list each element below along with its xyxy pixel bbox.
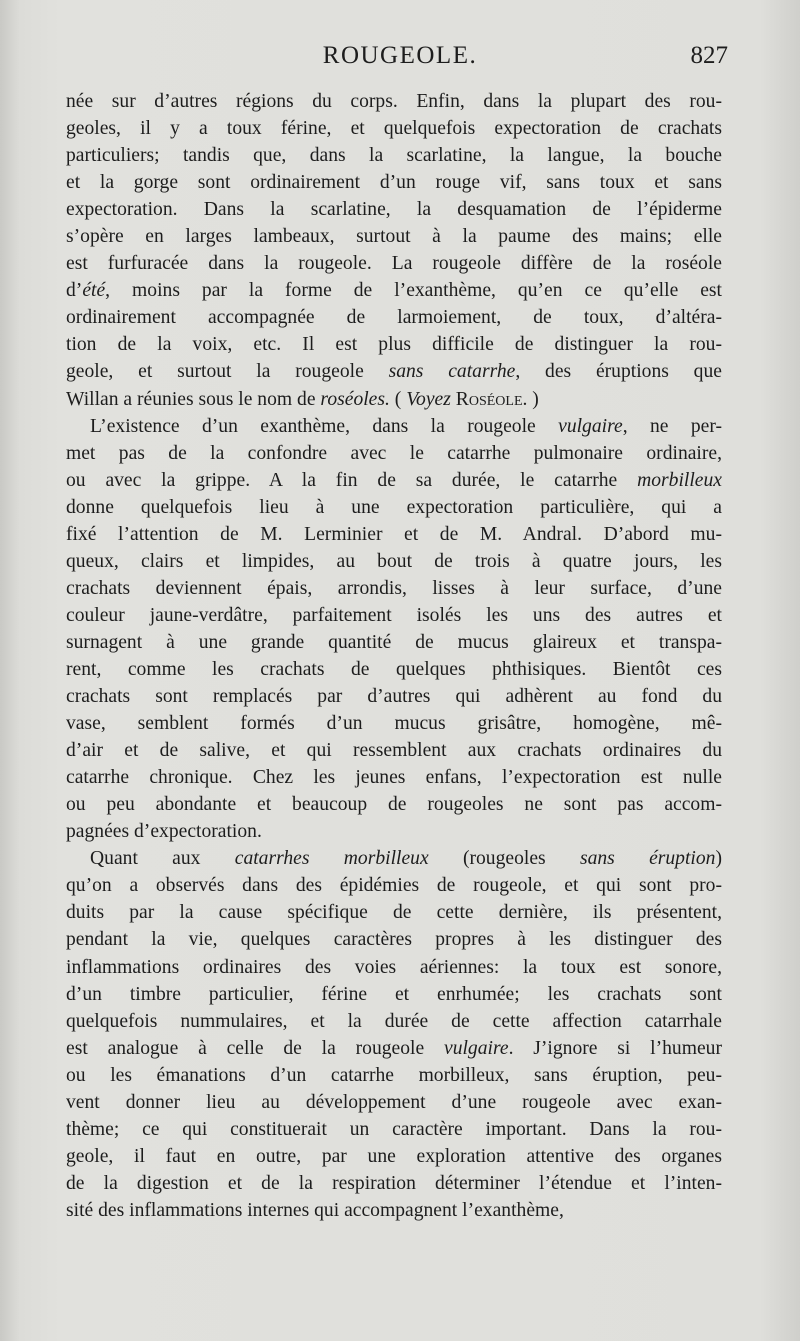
text-span: geole, il faut en outre, par une exploration attentive des organes — [66, 1145, 722, 1167]
text-span: expectoration. Dans la scarlatine, la desquamation de l’épiderme — [66, 199, 722, 221]
text-line — [66, 331, 722, 358]
text-line — [66, 710, 722, 737]
text-span: est furfuracée dans la rougeole. La rougeole diffère de la roséole — [66, 253, 722, 275]
text-line — [66, 169, 722, 196]
text-line — [66, 386, 722, 413]
text-line — [66, 629, 722, 656]
text-span: crachats deviennent épais, arrondis, lisses à leur surface, d’une — [66, 577, 722, 599]
text-line — [66, 1143, 722, 1170]
text-line — [66, 277, 722, 304]
text-span: ( — [389, 388, 407, 410]
text-span: met pas de la confondre avec le catarrhe pulmonaire ordinaire, — [66, 442, 722, 464]
text-span: Willan a réunies sous le nom de — [66, 388, 321, 410]
text-line — [66, 115, 722, 142]
text-line — [66, 413, 722, 440]
text-span: duits par la cause spécifique de cette dernière, ils présentent, — [66, 902, 722, 924]
text-span: , des éruptions que — [515, 361, 722, 383]
text-span: née sur d’autres régions du corps. Enfin, dans la plupart des rou- — [66, 91, 722, 112]
text-line — [66, 548, 722, 575]
running-head — [0, 42, 800, 74]
text-span: queux, clairs et limpides, au bout de trois à quatre jours, les — [66, 550, 722, 572]
text-span: est analogue à celle de la rougeole — [66, 1037, 444, 1059]
text-span: . ) — [522, 388, 539, 410]
text-line — [66, 683, 722, 710]
body-text — [66, 88, 722, 1224]
text-span: crachats sont remplacés par d’autres qui adhèrent au fond du — [66, 686, 722, 708]
text-line — [66, 872, 722, 899]
text-line — [66, 196, 722, 223]
italic-text: morbilleux — [637, 469, 722, 491]
text-span: d’ — [66, 280, 83, 302]
page-title: ROUGEOLE. — [322, 42, 478, 69]
page-number: 827 — [690, 42, 728, 69]
text-line — [66, 575, 722, 602]
text-span: quelquefois nummulaires, et la durée de cette affection catarrhale — [66, 1010, 722, 1032]
text-span: thème; ce qui constituerait un caractère important. Dans la rou- — [66, 1118, 722, 1140]
text-span: ou les émanations d’un catarrhe morbilleux, sans éruption, peu- — [66, 1064, 722, 1086]
text-line — [66, 1035, 722, 1062]
italic-text: sans catarrhe — [388, 361, 516, 383]
text-span: pagnées d’expectoration. — [66, 821, 262, 843]
text-span: s’opère en larges lambeaux, surtout à la paume des mains; elle — [66, 226, 722, 248]
text-span: donne quelquefois lieu à une expectoration particulière, qui a — [66, 496, 722, 518]
text-span: , moins par la forme de l’exanthème, qu’en ce qu’elle est — [105, 280, 722, 302]
text-span: d’un timbre particulier, férine et enrhumée; les crachats sont — [66, 983, 722, 1005]
italic-text: roséoles. — [320, 388, 390, 410]
text-line — [66, 440, 722, 467]
text-line — [66, 1197, 722, 1224]
text-span: et la gorge sont ordinairement d’un rouge vif, sans toux et sans — [66, 172, 722, 194]
text-line — [66, 1170, 722, 1197]
text-line — [66, 1008, 722, 1035]
text-span: catarrhe chronique. Chez les jeunes enfans, l’expectoration est nulle — [66, 767, 722, 789]
text-line — [66, 764, 722, 791]
text-span: Quant aux — [90, 848, 235, 870]
italic-text: catarrhes morbilleux — [234, 848, 429, 870]
italic-text: sans éruption — [579, 848, 716, 870]
text-line — [66, 223, 722, 250]
text-span: ordinairement accompagnée de larmoiement, de toux, d’altéra- — [66, 307, 722, 329]
text-span: inflammations ordinaires des voies aériennes: la toux est sonore, — [66, 956, 722, 978]
text-span: vent donner lieu au développement d’une rougeole avec exan- — [66, 1091, 722, 1113]
text-span: pendant la vie, quelques caractères propres à les distinguer des — [66, 929, 722, 951]
small-caps-text: Roséole — [455, 388, 523, 410]
text-span: . J’ignore si l’humeur — [508, 1037, 722, 1059]
text-line — [66, 845, 722, 872]
text-span: L’existence d’un exanthème, dans la rougeole — [90, 415, 559, 437]
text-line — [66, 737, 722, 764]
text-span: fixé l’attention de M. Lerminier et de M. Andral. D’abord mu- — [66, 523, 722, 545]
text-line — [66, 1089, 722, 1116]
text-line — [66, 602, 722, 629]
italic-text: vulgaire — [444, 1037, 509, 1059]
text-span: qu’on a observés dans des épidémies de rougeole, et qui sont pro- — [66, 875, 722, 897]
text-line — [66, 467, 722, 494]
text-line — [66, 899, 722, 926]
text-line — [66, 954, 722, 981]
text-span: particuliers; tandis que, dans la scarlatine, la langue, la bouche — [66, 145, 722, 167]
text-line — [66, 1116, 722, 1143]
text-span: (rougeoles — [428, 848, 580, 870]
text-line — [66, 88, 722, 115]
text-span: sité des inflammations internes qui accompagnent l’exanthème, — [66, 1199, 564, 1221]
text-span: geole, et surtout la rougeole — [66, 361, 389, 383]
text-span: de la digestion et de la respiration déterminer l’étendue et l’inten- — [66, 1172, 722, 1194]
text-line — [66, 818, 722, 845]
text-line — [66, 926, 722, 953]
italic-text: Voyez — [406, 388, 451, 410]
text-span: vase, semblent formés d’un mucus grisâtre, homogène, mê- — [66, 713, 722, 735]
text-line — [66, 250, 722, 277]
text-span: ) — [715, 848, 722, 870]
text-line — [66, 791, 722, 818]
text-span: geoles, il y a toux férine, et quelquefois expectoration de crachats — [66, 118, 722, 140]
italic-text: vulgaire — [558, 415, 623, 437]
text-line — [66, 521, 722, 548]
text-line — [66, 142, 722, 169]
text-span: tion de la voix, etc. Il est plus difficile de distinguer la rou- — [66, 334, 722, 356]
text-span: surnagent à une grande quantité de mucus glaireux et transpa- — [66, 631, 722, 653]
text-span: ou avec la grippe. A la fin de sa durée, le catarrhe — [66, 469, 638, 491]
text-line — [66, 494, 722, 521]
text-line — [66, 656, 722, 683]
text-span: , ne per- — [622, 415, 722, 437]
text-line — [66, 358, 722, 385]
text-span: couleur jaune-verdâtre, parfaitement isolés les uns des autres et — [66, 604, 722, 626]
italic-text: été — [82, 280, 106, 302]
text-line — [66, 304, 722, 331]
text-line — [66, 981, 722, 1008]
text-span: d’air et de salive, et qui ressemblent aux crachats ordinaires du — [66, 740, 722, 762]
text-line — [66, 1062, 722, 1089]
text-span: ou peu abondante et beaucoup de rougeoles ne sont pas accom- — [66, 794, 722, 816]
text-span: rent, comme les crachats de quelques phthisiques. Bientôt ces — [66, 658, 722, 680]
